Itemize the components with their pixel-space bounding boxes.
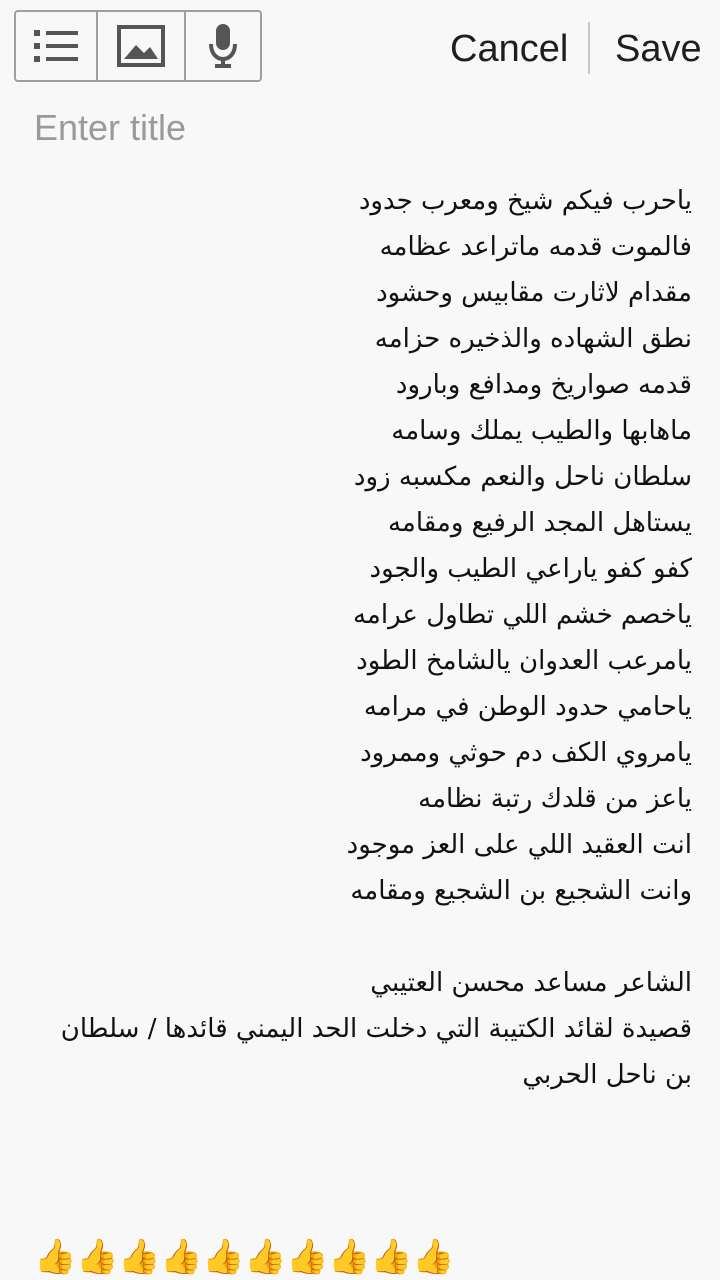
note-line: ياحرب فيكم شيخ ومعرب جدود	[358, 186, 692, 216]
note-line: ياحامي حدود الوطن في مرامه	[363, 692, 692, 722]
note-body[interactable]	[28, 178, 692, 1098]
image-button[interactable]	[96, 12, 184, 80]
note-line: ماهابها والطيب يملك وسامه	[391, 416, 692, 446]
list-icon	[32, 24, 80, 68]
thumbs-up-icon: 👍	[370, 1237, 413, 1277]
note-line: الشاعر مساعد محسن العتيبي	[370, 968, 692, 998]
note-line-empty	[28, 914, 692, 960]
thumbs-up-icon: 👍	[160, 1237, 203, 1277]
note-line: يامروي الكف دم حوثي وممرود	[360, 738, 692, 768]
thumbs-up-icon: 👍	[118, 1237, 161, 1277]
note-line: قدمه صواريخ ومدافع وبارود	[395, 370, 692, 400]
note-line: يامرعب العدوان يالشامخ الطود	[356, 646, 692, 676]
thumbs-up-icon: 👍	[286, 1237, 329, 1277]
note-line: مقدام لاثارت مقابيس وحشود	[376, 278, 692, 308]
note-line: انت العقيد اللي على العز موجود	[346, 830, 692, 860]
thumbs-up-icon: 👍	[328, 1237, 371, 1277]
note-line: كفو كفو ياراعي الطيب والجود	[369, 554, 692, 584]
thumbs-up-icon: 👍	[412, 1237, 455, 1277]
emoji-row	[34, 1234, 455, 1280]
thumbs-up-icon: 👍	[34, 1237, 77, 1277]
list-button[interactable]	[16, 12, 96, 80]
note-line: قصيدة لقائد الكتيبة التي دخلت الحد اليمني قائدها / سلطان بن ناحل الحربي	[60, 1014, 692, 1090]
note-line: يستاهل المجد الرفيع ومقامه	[387, 508, 692, 538]
image-icon	[117, 25, 165, 67]
save-button[interactable]: Save	[615, 28, 702, 70]
microphone-button[interactable]	[184, 12, 260, 80]
thumbs-up-icon: 👍	[76, 1237, 119, 1277]
note-line: نطق الشهاده والذخيره حزامه	[374, 324, 692, 354]
cancel-button[interactable]: Cancel	[450, 28, 569, 70]
note-line: فالموت قدمه ماتراعد عظامه	[379, 232, 692, 262]
microphone-icon	[205, 22, 241, 70]
note-line: وانت الشجيع بن الشجيع ومقامه	[350, 876, 692, 906]
thumbs-up-icon: 👍	[202, 1237, 245, 1277]
thumbs-up-icon: 👍	[244, 1237, 287, 1277]
action-divider	[588, 22, 590, 74]
note-line: سلطان ناحل والنعم مكسبه زود	[353, 462, 692, 492]
note-line: ياعز من قلدك رتبة نظامه	[418, 784, 692, 814]
note-line: ياخصم خشم اللي تطاول عرامه	[352, 600, 692, 630]
title-input[interactable]	[34, 104, 694, 152]
editor-toolbar	[14, 10, 262, 82]
